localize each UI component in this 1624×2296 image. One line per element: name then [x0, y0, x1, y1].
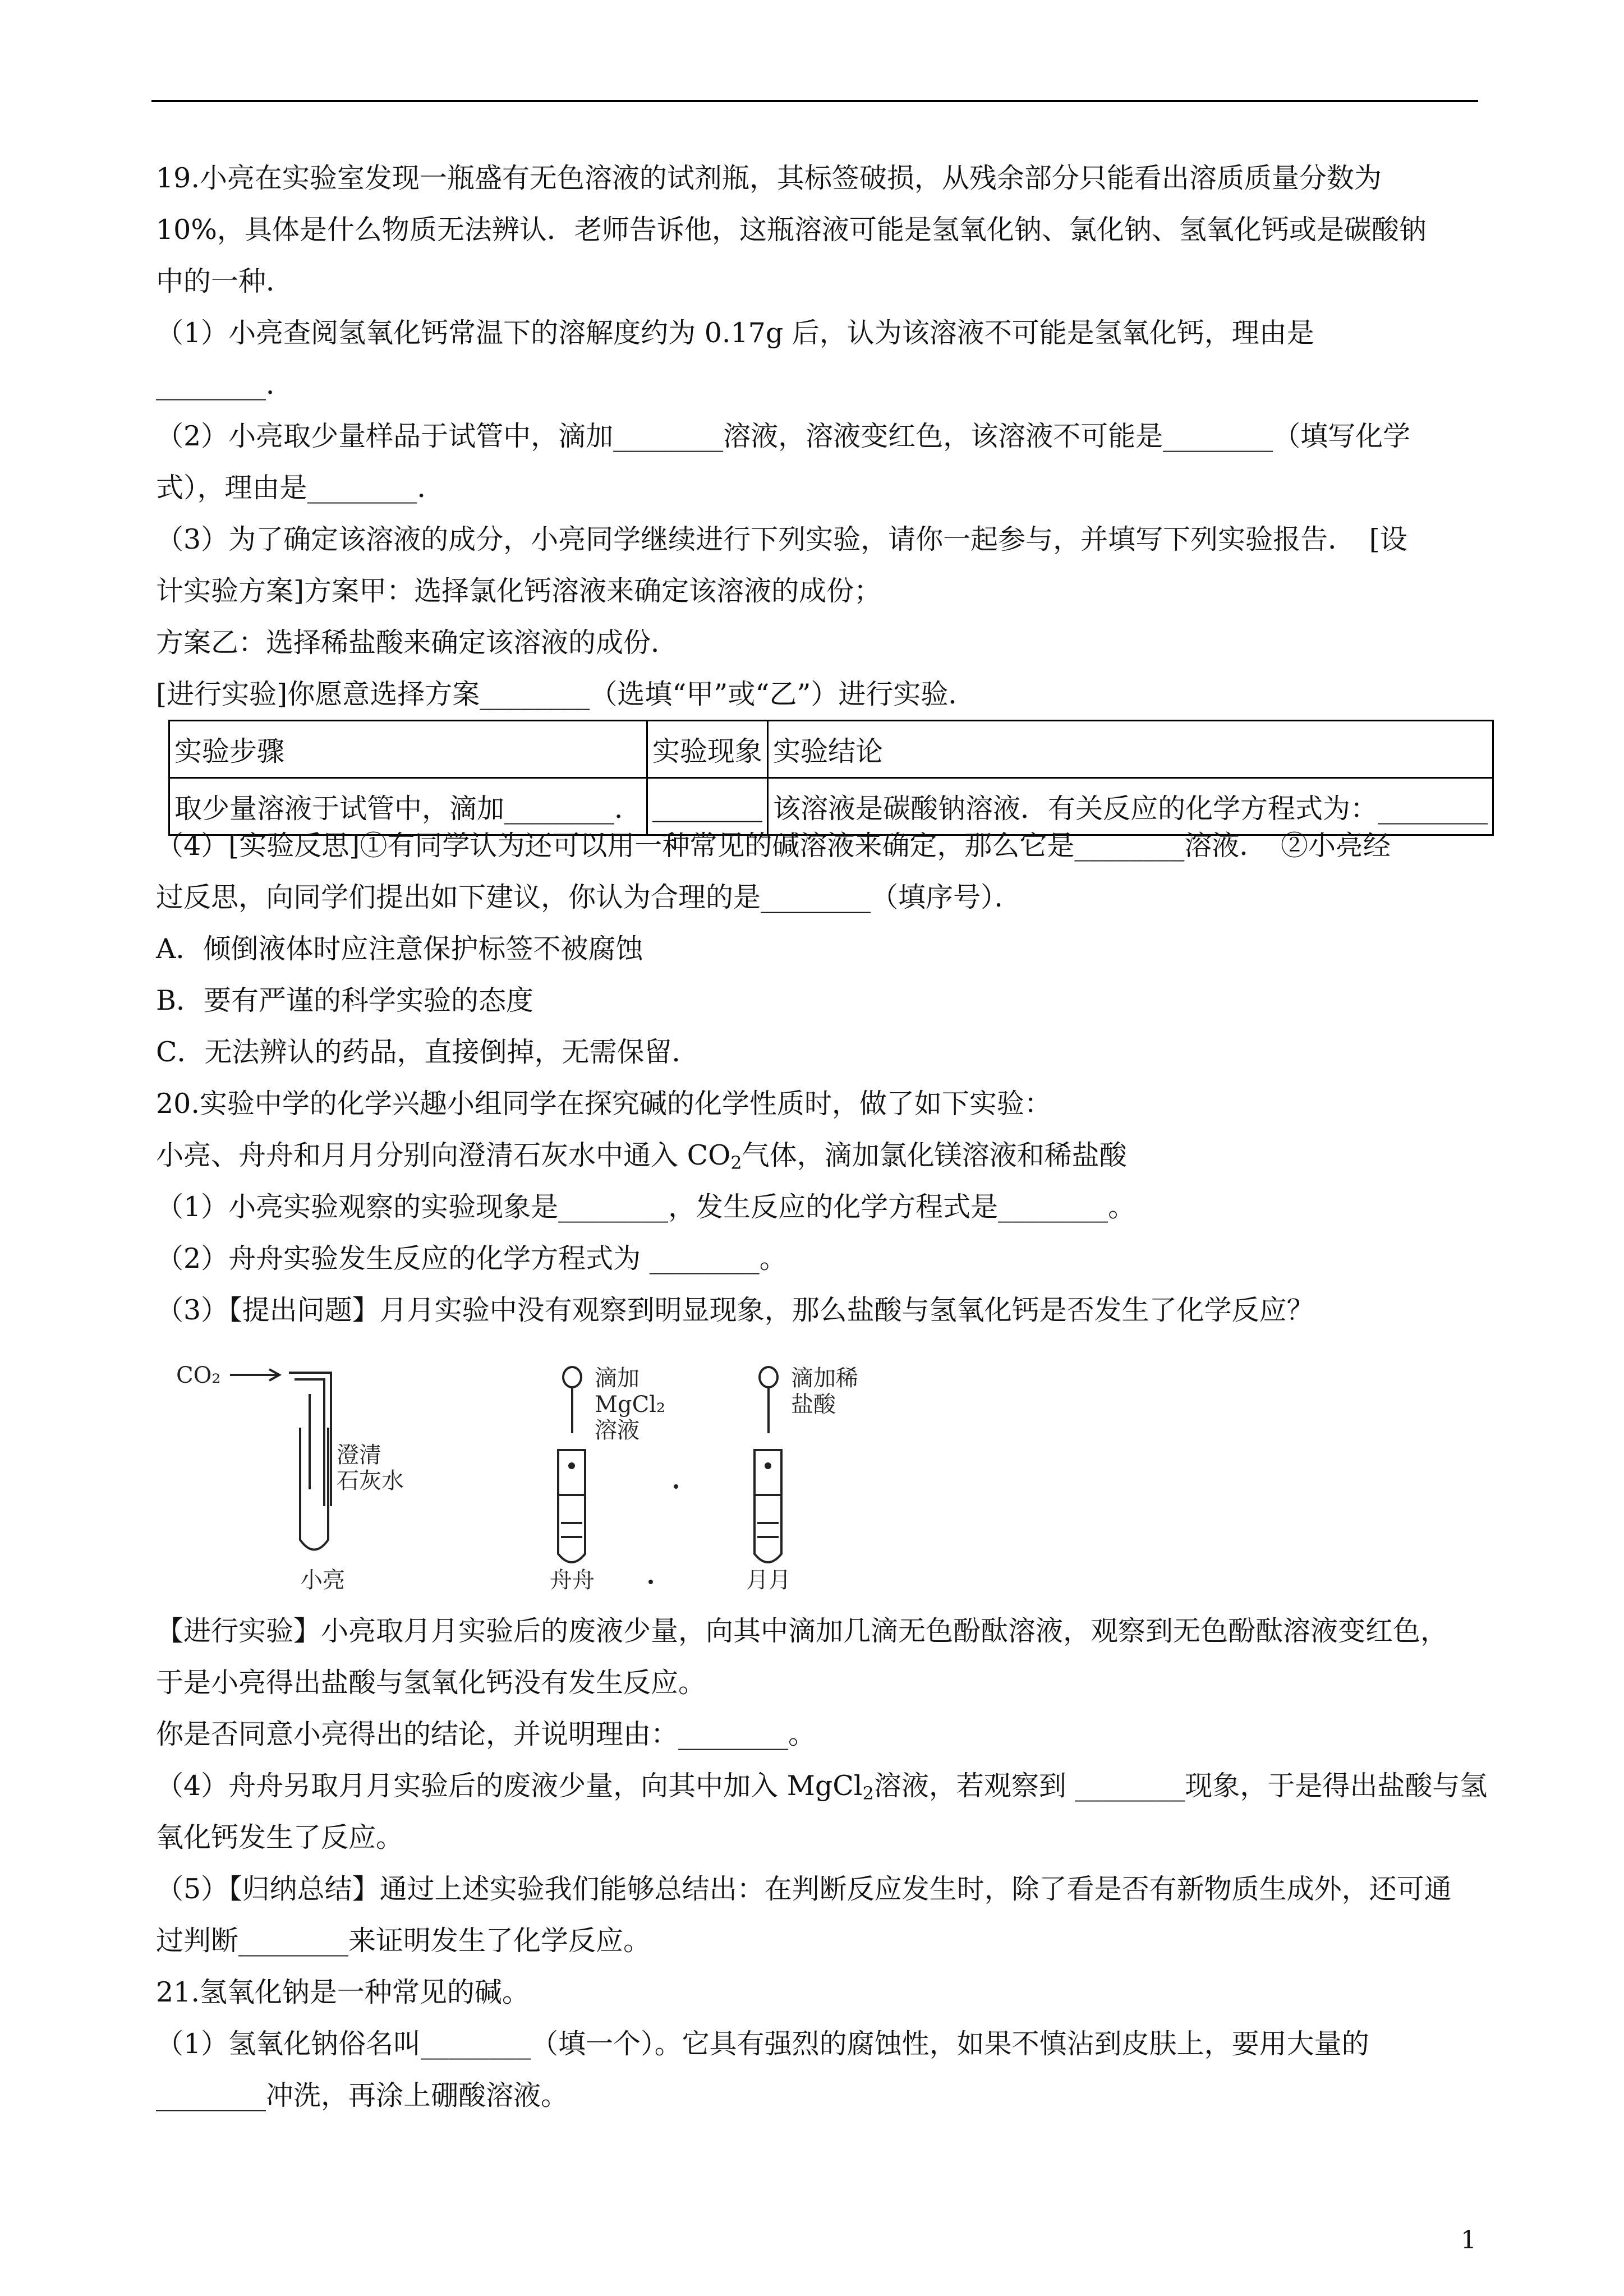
q19-part4-cont: 过反思，向同学们提出如下建议，你认为合理的是________（填序号）．	[156, 881, 1022, 913]
tube-holder-2	[755, 1450, 781, 1495]
q19-part1: （1）小亮查阅氢氧化钙常温下的溶解度约为 0.17g 后，认为该溶液不可能是氢氧化钙，理由是	[156, 317, 1314, 349]
q19-line-1: 19.小亮在实验室发现一瓶盛有无色溶液的试剂瓶，其标签破损，从残余部分只能看出溶质质量分数为	[156, 162, 1382, 194]
table-header-conclusion: 实验结论	[768, 721, 1493, 778]
tube-holder-1	[558, 1450, 585, 1495]
document-body-lower	[156, 1605, 1488, 2122]
caption-zhouzhou: 舟舟	[550, 1567, 595, 1590]
q20-part5-cont: 过判断________来证明发生了化学反应。	[156, 1925, 651, 1957]
header-rule	[151, 100, 1478, 102]
q20-experiment: 【进行实验】小亮取月月实验后的废液少量，向其中滴加几滴无色酚酞溶液，观察到无色酚酞溶液变红色，	[156, 1615, 1448, 1647]
mgcl2-label-1: 滴加	[595, 1365, 640, 1391]
table-cell-phenomenon: ________	[647, 778, 768, 835]
q19-option-b: B．要有严谨的科学实验的态度	[156, 984, 534, 1016]
q19-experiment-choice: [进行实验]你愿意选择方案________（选填“甲”或“乙”）进行实验．	[156, 678, 976, 710]
q20-part4: （4）舟舟另取月月实验后的废液少量，向其中加入 MgCl$_2$溶液，若观察到 ________现象，于是得出盐酸与氢	[156, 1770, 1488, 1804]
q20-experiment-cont: 于是小亮得出盐酸与氢氧化钙没有发生反应。	[156, 1667, 706, 1699]
q20-part2: （2）舟舟实验发生反应的化学方程式为 ________。	[156, 1243, 787, 1274]
q19-part3: （3）为了确定该溶液的成分，小亮同学继续进行下列实验，请你一起参与，并填写下列实验报告． [设	[156, 523, 1407, 555]
table-cell-step: 取少量溶液于试管中，滴加________．	[169, 778, 647, 835]
page-number: 1	[1461, 2226, 1476, 2254]
q20-part4-cont: 氧化钙发生了反应。	[156, 1821, 404, 1853]
test-tube-3	[755, 1495, 781, 1562]
q20-opinion: 你是否同意小亮得出的结论，并说明理由：________。	[156, 1718, 816, 1750]
q20-part1: （1）小亮实验观察的实验现象是________，发生反应的化学方程式是________。	[156, 1191, 1136, 1223]
q19-line-2: 10%，具体是什么物质无法辨认．老师告诉他，这瓶溶液可能是氢氧化钠、氯化钠、氢氧化钙或是碳酸钠	[156, 214, 1427, 246]
table-cell-conclusion: 该溶液是碳酸钠溶液．有关反应的化学方程式为：________	[768, 778, 1493, 835]
dropper-bulb-2	[760, 1367, 778, 1387]
co2-label: CO₂	[176, 1363, 221, 1388]
q21-part1: （1）氢氧化钠俗名叫________（填一个）。它具有强烈的腐蚀性，如果不慎沾到皮肤上，要用大量的	[156, 2028, 1369, 2060]
q21-part1-cont: ________冲洗，再涂上硼酸溶液。	[156, 2079, 569, 2111]
experiment-report-table	[168, 720, 1494, 836]
apparatus-figure	[168, 1360, 920, 1590]
q20-part5: （5）【归纳总结】通过上述实验我们能够总结出：在判断反应发生时，除了看是否有新物质生成外，还可通	[156, 1873, 1452, 1905]
test-tube-2	[558, 1495, 585, 1562]
table-header-step: 实验步骤	[169, 721, 647, 778]
q20-part3: （3）【提出问题】月月实验中没有观察到明显现象，那么盐酸与氢氧化钙是否发生了化学反应？	[156, 1294, 1314, 1326]
hcl-label-1: 滴加稀	[791, 1365, 858, 1391]
q19-part2-cont: 式），理由是________．	[156, 472, 445, 504]
document-body	[156, 153, 1469, 720]
lime-water-label-1: 澄清	[337, 1442, 381, 1468]
caption-yueyue: 月月	[746, 1567, 791, 1590]
q19-part4: （4）[实验反思]①有同学认为还可以用一种常见的碱溶液来确定，那么它是________溶液． ②小亮经	[156, 830, 1391, 862]
q19-plan-a: 计实验方案]方案甲：选择氯化钙溶液来确定该溶液的成份；	[156, 575, 882, 607]
q19-option-a: A．倾倒液体时应注意保护标签不被腐蚀	[156, 933, 643, 965]
mgcl2-label-3: 溶液	[595, 1418, 640, 1443]
q19-part1-blank: ________．	[156, 369, 294, 401]
table-header-phenomenon: 实验现象	[647, 721, 768, 778]
q20-line-2: 小亮、舟舟和月月分别向澄清石灰水中通入 $CO_2$气体，滴加氯化镁溶液和稀盐酸	[156, 1139, 1127, 1174]
mgcl2-label-2: MgCl₂	[595, 1392, 665, 1418]
lime-water-label-2: 石灰水	[337, 1468, 404, 1494]
document-body-cont	[156, 820, 1469, 1336]
hcl-label-2: 盐酸	[791, 1392, 836, 1418]
dropper-bulb-1	[563, 1367, 581, 1387]
q19-part2: （2）小亮取少量样品于试管中，滴加________溶液，溶液变红色，该溶液不可能是________（填写化学	[156, 420, 1411, 452]
q19-line-3: 中的一种．	[156, 265, 294, 297]
q19-plan-b: 方案乙：选择稀盐酸来确定该溶液的成份．	[156, 627, 679, 659]
q21-line-1: 21.氢氧化钠是一种常见的碱。	[156, 1976, 530, 2008]
table-header-row	[169, 721, 1493, 778]
caption-xiaoliang: 小亮	[300, 1567, 345, 1590]
q20-line-1: 20.实验中学的化学兴趣小组同学在探究碱的化学性质时，做了如下实验：	[156, 1088, 1052, 1120]
q19-option-c: C．无法辨认的药品，直接倒掉，无需保留．	[156, 1036, 700, 1068]
